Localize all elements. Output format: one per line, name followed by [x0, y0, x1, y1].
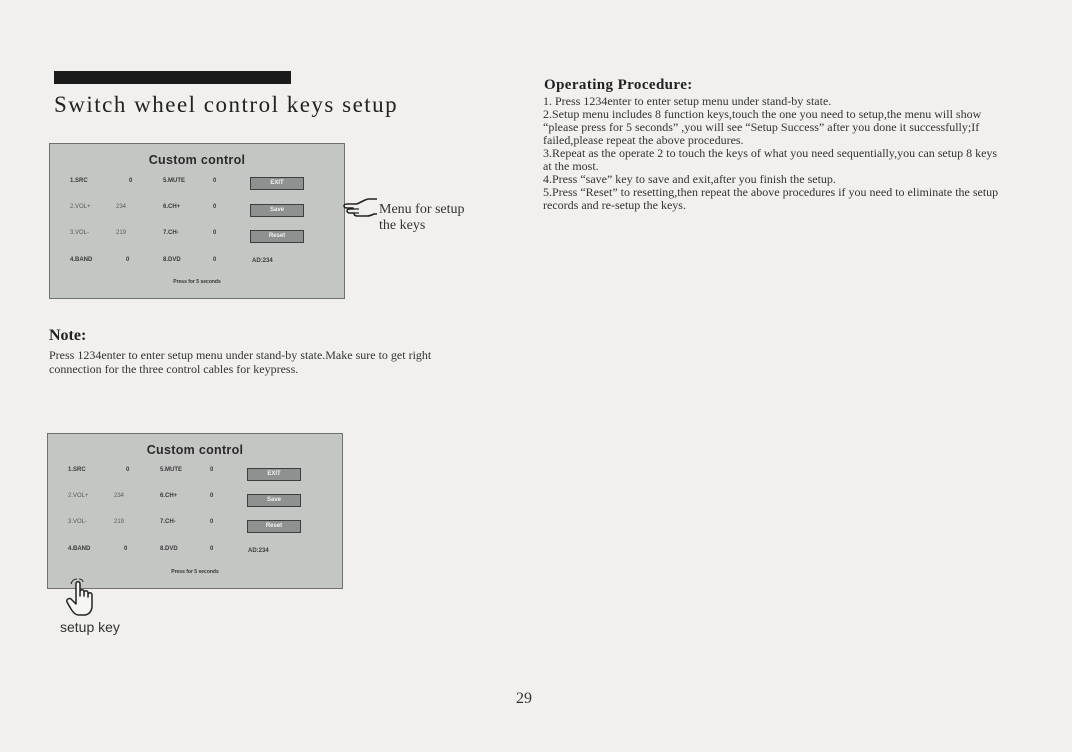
- key-ch-down-value: 0: [210, 519, 214, 525]
- key-band[interactable]: 4.BAND: [68, 546, 91, 552]
- procedure-step-4: 4.Press “save” key to save and exit,after you finish the setup.: [543, 172, 836, 186]
- procedure-step-2: 2.Setup menu includes 8 function keys,touch the one you need to setup,the menu will show “please press for 5 seconds” ,you will see “Setup Success” after you done it successfully;If failed,please repeat the above procedures.: [543, 107, 982, 147]
- key-src[interactable]: 1.SRC: [70, 178, 88, 184]
- note-heading: Note:: [49, 327, 87, 344]
- procedure-step-5: 5.Press “Reset” to resetting,then repeat the above procedures if you need to eliminate the setup records and re-setup the keys.: [543, 185, 999, 212]
- exit-button[interactable]: EXIT: [250, 177, 304, 190]
- press-hint: Press for 5 seconds: [171, 569, 219, 575]
- page-number: 29: [516, 690, 532, 707]
- key-vol-up[interactable]: 2.VOL+: [68, 493, 89, 499]
- key-vol-down[interactable]: 3.VOL-: [70, 230, 90, 236]
- key-dvd-value: 0: [213, 257, 217, 263]
- reset-button[interactable]: Reset: [250, 230, 304, 243]
- hand-touch-icon: [64, 578, 100, 618]
- procedure-heading: Operating Procedure:: [544, 77, 693, 93]
- key-ch-up[interactable]: 6.CH+: [163, 204, 181, 210]
- setup-key-label: setup key: [60, 619, 120, 635]
- key-ch-up-value: 0: [213, 204, 217, 210]
- custom-control-panel-2: [47, 433, 343, 589]
- menu-note-line-2: the keys: [379, 218, 426, 233]
- key-band-value: 0: [126, 257, 130, 263]
- note-text: Press 1234enter to enter setup menu under stand-by state.Make sure to get right connection for the three control cables for keypress.: [49, 348, 432, 376]
- key-dvd-value: 0: [210, 546, 214, 552]
- procedure-step-3: 3.Repeat as the operate 2 to touch the keys of what you need sequentially,you can setup 8 keys at the most.: [543, 146, 998, 173]
- key-ch-down[interactable]: 7.CH-: [160, 519, 176, 525]
- key-ch-down-value: 0: [213, 230, 217, 236]
- key-ch-down[interactable]: 7.CH-: [163, 230, 179, 236]
- key-vol-down-value: 219: [114, 519, 125, 525]
- panel-title: Custom control: [146, 443, 244, 457]
- ad-value: AD:234: [252, 258, 273, 264]
- exit-button[interactable]: EXIT: [247, 468, 301, 481]
- key-mute[interactable]: 5.MUTE: [160, 467, 183, 473]
- procedure-step-1: 1. Press 1234enter to enter setup menu under stand-by state.: [543, 94, 832, 108]
- key-ch-up[interactable]: 6.CH+: [160, 493, 178, 499]
- save-button[interactable]: Save: [250, 204, 304, 217]
- key-ch-up-value: 0: [210, 493, 214, 499]
- key-vol-up-value: 234: [114, 493, 125, 499]
- reset-button[interactable]: Reset: [247, 520, 301, 533]
- press-hint: Press for 5 seconds: [173, 279, 221, 285]
- key-vol-down[interactable]: 3.VOL-: [68, 519, 88, 525]
- key-src[interactable]: 1.SRC: [68, 467, 86, 473]
- key-band[interactable]: 4.BAND: [70, 257, 93, 263]
- hand-pointer-icon: [343, 196, 379, 218]
- key-mute[interactable]: 5.MUTE: [163, 178, 186, 184]
- key-band-value: 0: [124, 546, 128, 552]
- section-title: Switch wheel control keys setup: [54, 92, 399, 117]
- panel-title: Custom control: [148, 153, 246, 167]
- menu-note: [379, 202, 465, 234]
- key-src-value: 0: [129, 178, 133, 184]
- key-src-value: 0: [126, 467, 130, 473]
- key-mute-value: 0: [213, 178, 217, 184]
- custom-control-panel-1: [49, 143, 345, 299]
- key-vol-up[interactable]: 2.VOL+: [70, 204, 91, 210]
- key-mute-value: 0: [210, 467, 214, 473]
- key-vol-down-value: 219: [116, 230, 127, 236]
- ad-value: AD:234: [248, 548, 269, 554]
- menu-note-line-1: Menu for setup: [379, 202, 465, 217]
- title-bar: [54, 71, 291, 84]
- procedure-steps: [543, 95, 1003, 212]
- key-dvd[interactable]: 8.DVD: [163, 257, 181, 263]
- save-button[interactable]: Save: [247, 494, 301, 507]
- key-vol-up-value: 234: [116, 204, 127, 210]
- key-dvd[interactable]: 8.DVD: [160, 546, 178, 552]
